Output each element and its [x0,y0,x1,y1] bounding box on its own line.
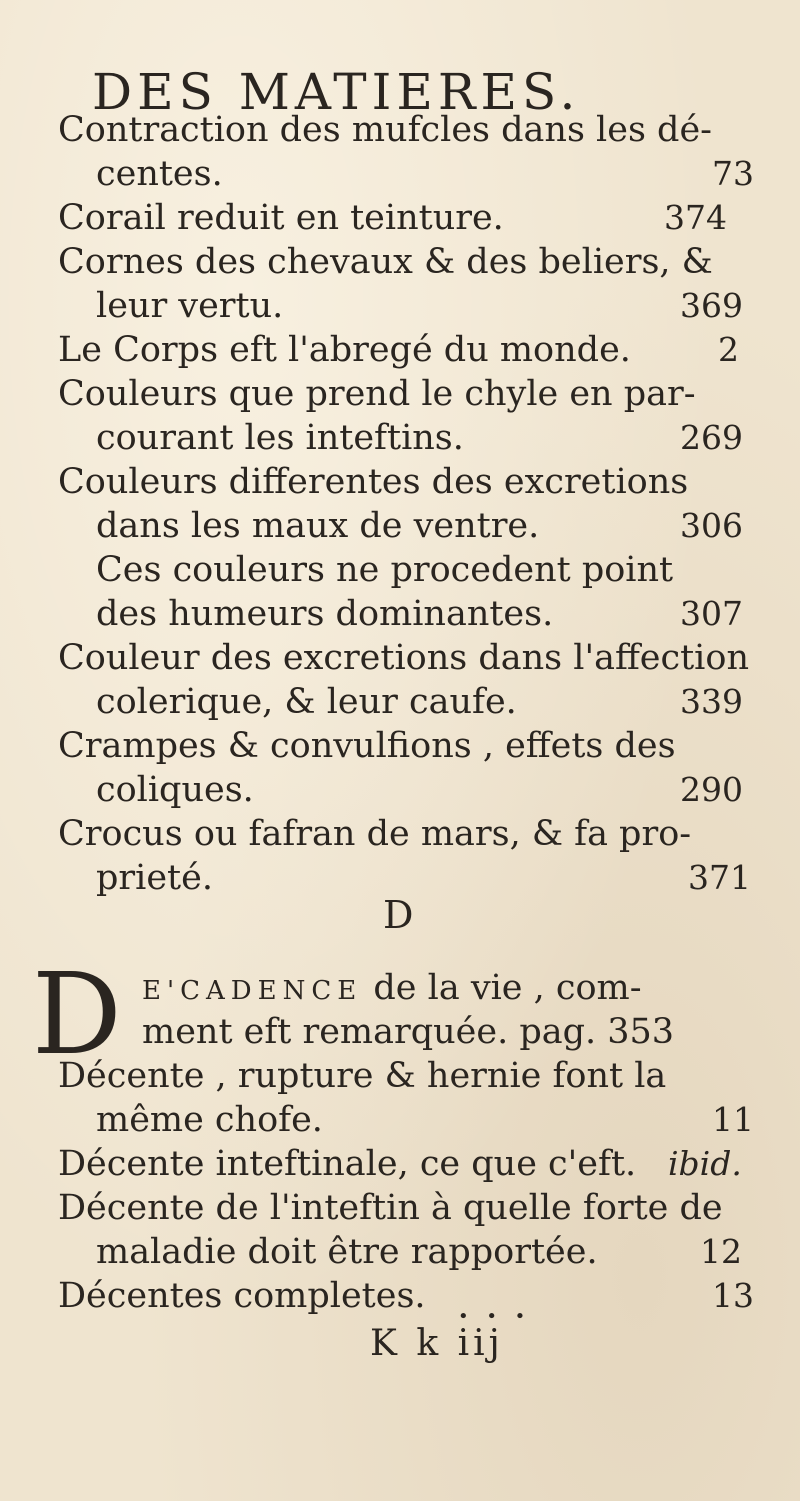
page-ref: 73 [712,154,754,193]
signature-mark: K k iij [370,1323,504,1364]
page-ref: 11 [712,1100,754,1139]
drop-cap: D [32,950,122,1080]
entry-line: ment eft remarquée. pag. 353 [142,1012,675,1052]
page-ref: 307 [680,594,743,633]
page-ref: 13 [712,1276,754,1315]
section-letter: D [383,893,414,937]
entry-line: colerique, & leur caufe. [96,682,517,722]
page-ref: 339 [680,682,743,721]
entry-line: Couleurs differentes des excretions [58,462,689,502]
page-ref: 306 [680,506,743,545]
entry-line: dans les maux de ventre. [96,506,540,546]
entry-line: Ces couleurs ne procedent point [96,550,674,590]
entry-line: Cornes des chevaux & des beliers, & [58,242,713,282]
entry-line: Le Corps eft l'abregé du monde. [58,330,631,370]
entry-text: de la vie , com- [373,968,642,1008]
page-ref: 12 [700,1232,742,1271]
entry-line: centes. [96,154,223,194]
page-ref: 2 [718,330,739,369]
entry-line: Décente de l'inteftin à quelle forte de [58,1188,723,1228]
entry-line: Couleurs que prend le chyle en par- [58,374,696,414]
entry-line: Crocus ou fafran de mars, & fa pro- [58,814,692,854]
entry-line: Contraction des mufcles dans les dé- [58,110,712,150]
entry-line: Couleur des excretions dans l'affection [58,638,749,678]
page-ref: 290 [680,770,743,809]
entry-line [142,966,642,1013]
entry-line: leur vertu. [96,286,284,326]
entry-line: des humeurs dominantes. [96,594,554,634]
entry-line: prieté. [96,858,213,898]
entry-line: maladie doit être rapportée. [96,1232,598,1272]
entry-line: Crampes & convulfions , effets des [58,726,676,766]
entry-line: courant les inteftins. [96,418,464,458]
entry-line: coliques. [96,770,254,810]
small-caps-word: E'CADENCE [142,976,363,1006]
entry-line: Décentes completes. [58,1276,426,1316]
signature-dots: • • • [458,1306,532,1327]
page-ref: 269 [680,418,743,457]
entry-line: Décente inteftinale, ce que c'eft. [58,1144,637,1184]
page-ref: 369 [680,286,743,325]
page-ref: 371 [688,858,751,897]
page-ref: 374 [664,198,727,237]
page-ref: ibid. [668,1144,742,1183]
page-header: DES MATIERES. [92,63,581,121]
entry-line: Corail reduit en teinture. [58,198,504,238]
entry-line: même chofe. [96,1100,323,1140]
entry-line: Décente , rupture & hernie font la [58,1056,667,1096]
